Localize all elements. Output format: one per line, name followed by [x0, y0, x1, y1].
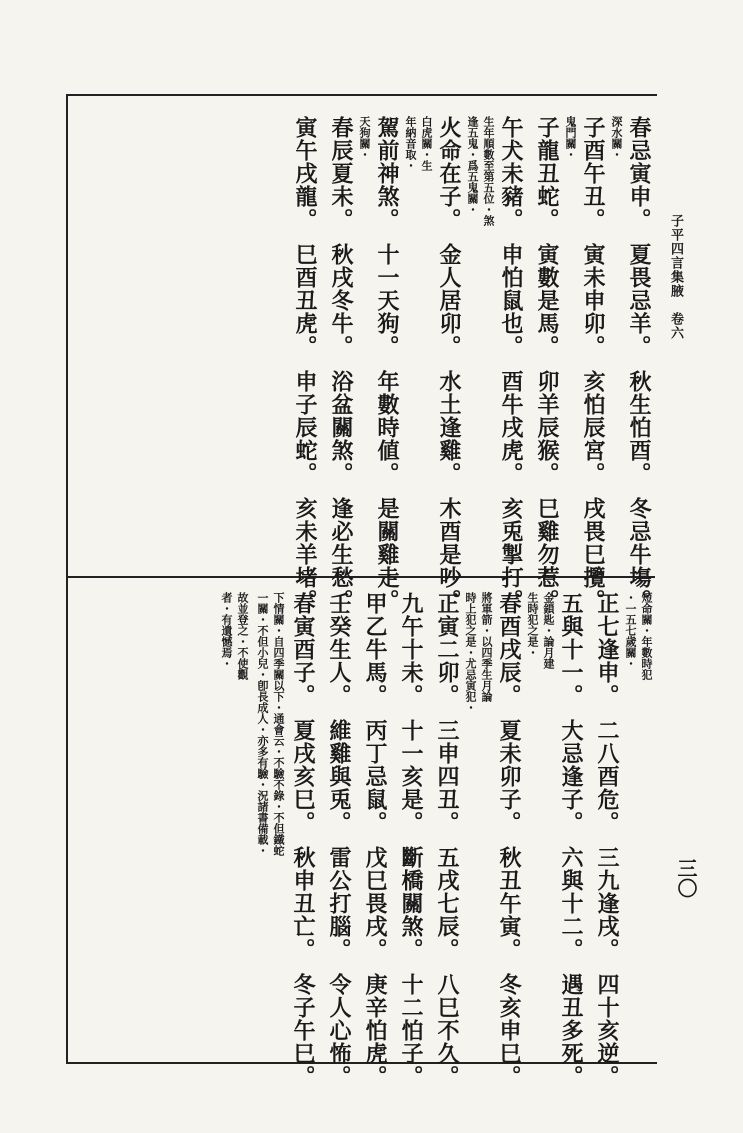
verse-line: 寅午戌龍。 巳酉丑虎。 申子辰蛇。 亥未羊堵。 — [292, 116, 318, 612]
section-note: 年納音取・ — [404, 116, 417, 171]
section-note: 逢五鬼・爲五鬼關・ — [466, 116, 479, 215]
section-note: 生時犯之是・ — [526, 592, 539, 658]
verse-line: 午犬未豬。 申怕鼠也。 酉牛戌虎。 亥兎掣打。 — [498, 116, 524, 612]
verse-line: 子龍丑蛇。 寅數是馬。 卯羊辰猴。 巳雞勿惹。 — [534, 116, 560, 612]
volume-label: 卷六 — [668, 312, 683, 340]
section-note: 一關・不但小兒・卽長成人・亦多有驗・況諸書備載・ — [256, 592, 269, 856]
page-number: 三〇 — [674, 858, 698, 898]
section-note: ・一五七歲關・ — [624, 592, 637, 669]
section-note: 將軍箭・以四季生月論 — [480, 592, 493, 702]
section-note: 者・有遺憾焉・ — [220, 592, 233, 669]
section-note: 鬼門關・ — [564, 116, 577, 160]
section-note: 故並登之・不使觀 — [236, 592, 249, 680]
section-note: 時上犯之是・尤忌寅犯・ — [464, 592, 477, 713]
running-header — [669, 214, 682, 340]
verse-line: 駕前神煞。 十一天狗。 年數時値。 是關雞走。 — [374, 116, 400, 612]
verse-line: 五與十一。 大忌逢子。 六與十二。 遇丑多死。 — [558, 592, 584, 1088]
verse-line: 春辰夏未。 秋戌冬牛。 浴盆關煞。 逢必生愁。 — [328, 116, 354, 612]
section-note: 下情關・自四季關以下・通會云・不驗不錄・不但鐵蛇 — [272, 592, 285, 856]
section-note: 天狗關・ — [358, 116, 371, 160]
verse-line: 火命在子。 金人居卯。 水土逢雞。 木酉是吵。 — [436, 116, 462, 612]
verse-line: 正七逢申。 二八酉危。 三九逢戌。 四十亥逆。 — [594, 592, 620, 1088]
verse-line: 春寅酉子。 夏戌亥巳。 秋申丑亡。 冬子午巳。 — [290, 592, 316, 1088]
verse-line: 春忌寅申。 夏畏忌羊。 秋生怕酉。 冬忌牛塲。 — [626, 116, 652, 612]
section-divider — [66, 576, 655, 578]
section-note: 短命關・年數時犯 — [640, 592, 653, 680]
verse-line: 壬癸生人。 維雞與兎。 雷公打腦。 令人心怖。 — [326, 592, 352, 1088]
verse-line: 子酉午丑。 寅未申卯。 亥怕辰宮。 戌畏巳攬。 — [580, 116, 606, 612]
verse-line: 正寅二卯。 三申四丑。 五戌七辰。 八巳不久。 — [434, 592, 460, 1088]
section-note: 生年順數至第五位・煞 — [482, 116, 495, 226]
verse-line: 九午十未。 十一亥是。 斷橋關煞。 十二怕子。 — [398, 592, 424, 1088]
verse-line: 春酉戌辰。 夏未卯子。 秋丑午寅。 冬亥申巳。 — [496, 592, 522, 1088]
section-note: 金鎖匙・論月建 — [542, 592, 555, 669]
section-note: 白虎關・生 — [420, 116, 433, 171]
verse-line: 甲乙牛馬。 丙丁忌鼠。 戊巳畏戌。 庚辛怕虎。 — [362, 592, 388, 1088]
section-note: 深水關・ — [610, 116, 623, 160]
book-title: 子平四言集腋 — [668, 214, 683, 298]
